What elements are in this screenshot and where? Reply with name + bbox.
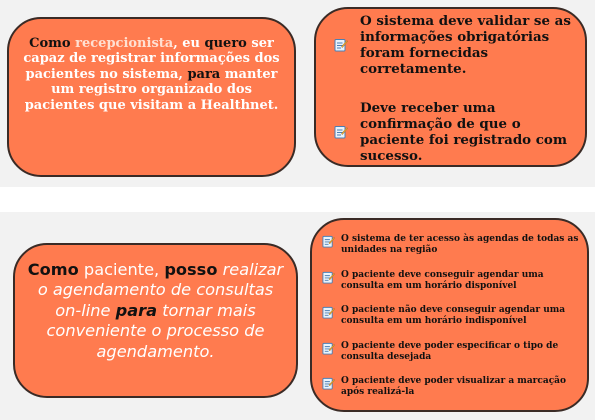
acceptance-criteria-card-paciente [310,218,589,412]
checklist-icon [322,235,335,248]
criterion-text: O sistema de ter acesso às agendas de todas as unidades na região [341,234,579,255]
story-fragment: , [178,66,188,82]
story-fragment: manter um registro organizado dos pacientes que visitam a Healthnet. [24,66,279,113]
role-paciente: paciente [78,260,155,279]
keyword-como: Como [27,260,79,279]
story-fragment: ser capaz de registrar informações dos pacientes no sistema [23,36,280,82]
role-recepcionista: recepcionista [70,36,174,51]
user-story-text-paciente [25,260,286,362]
criterion-item [322,305,579,341]
criterion-text: O paciente deve poder especificar o tipo de consulta desejada [341,340,559,362]
criterion-item [322,270,579,306]
criterion-item [322,341,579,377]
criteria-list [322,234,579,412]
criterion-text: Deve receber uma confirmação de que o paciente foi registrado com sucesso. [360,100,568,164]
checklist-icon [322,342,335,355]
keyword-para: para [187,66,221,82]
checklist-icon [322,271,335,284]
keyword-posso: posso [164,260,218,279]
story-fragment: , eu [173,36,205,51]
criterion-text: O paciente deve conseguir agendar uma consulta em um horário disponível [341,269,544,291]
story-fragment: tornar mais conveniente o processo de agendamento. [46,300,265,361]
criterion-item [322,234,579,270]
criterion-item [322,376,579,412]
user-story-card-paciente [13,243,298,398]
criterion-text: O paciente deve poder visualizar a marcação após realizá-la [341,376,567,397]
acceptance-criteria-card-recepcionista [314,7,587,167]
checklist-icon [322,377,335,390]
story-fragment: realizar o agendamento de consultas on-line [37,260,284,320]
criterion-text: O sistema deve validar se as informações obrigatórias foram fornecidas corretamente. [360,13,571,77]
criterion-item [334,100,575,164]
checklist-icon [322,306,335,319]
criterion-item [334,13,575,77]
keyword-quero: quero [204,36,247,51]
user-story-text-recepcionista [23,36,280,113]
keyword-para: para [115,300,158,320]
user-story-card-recepcionista [7,17,296,177]
checklist-icon [334,125,348,139]
story-fragment: , [154,260,165,279]
criterion-text: O paciente não deve conseguir agendar uma consulta em um horário indisponível [341,305,566,326]
keyword-como: Como [29,36,71,51]
checklist-icon [334,38,348,52]
